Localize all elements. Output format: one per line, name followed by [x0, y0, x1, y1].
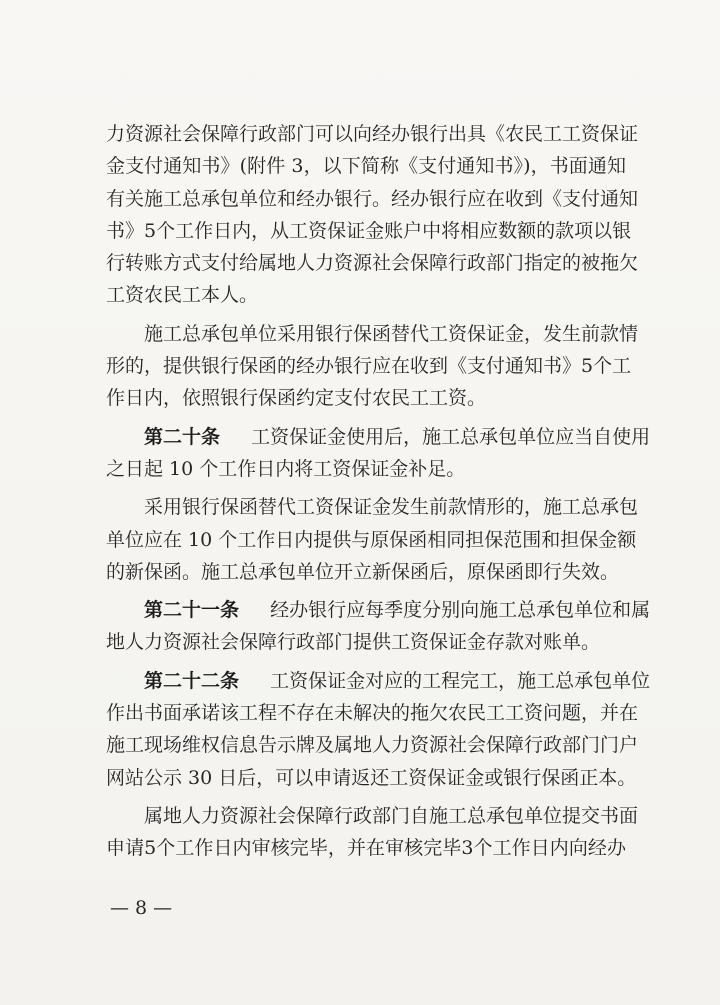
text-span: 经办银行应每季度分别向施工总承包单位和属 [270, 599, 651, 622]
text-line: 单位应在 10 个工作日内提供与原保函相同担保范围和担保金额 [106, 528, 637, 551]
text-line: 采用银行保函替代工资保证金发生前款情形的，施工总承包 [144, 496, 639, 519]
text-span: 工资保证金对应的工程完工，施工总承包单位 [270, 669, 651, 692]
text-line: 力资源社会保障行政部门可以向经办银行出具《农民工工资保证 [106, 123, 639, 145]
article-22-line [106, 665, 651, 697]
text-line: 施工总承包单位采用银行保函替代工资保证金，发生前款情 [144, 322, 639, 345]
text-line: 申请5个工作日内审核完毕，并在审核完毕3个工作日内向经办 [106, 837, 626, 860]
page-number: — 8 — [110, 897, 173, 919]
text-line: 网站公示 30 日后，可以申请返还工资保证金或银行保函正本。 [106, 766, 637, 789]
text-line: 作出书面承诺该工程不存在未解决的拖欠农民工工资问题，并在 [106, 702, 639, 725]
text-line: 有关施工总承包单位和经办银行。经办银行应在收到《支付通知 [106, 187, 639, 210]
article-21-heading: 第二十一条 [144, 599, 240, 622]
text-line: 书》5个工作日内，从工资保证金账户中将相应数额的款项以银 [106, 219, 632, 242]
text-line: 地人力资源社会保障行政部门提供工资保证金存款对账单。 [106, 631, 601, 654]
text-line: 的新保函。施工总承包单位开立新保函后，原保函即行失效。 [106, 560, 620, 583]
text-line: 金支付通知书》(附件 3，以下简称《支付通知书》)，书面通知 [106, 155, 626, 178]
text-line: 工资农民工本人。 [106, 284, 259, 307]
article-20-line [106, 421, 651, 453]
article-20-heading: 第二十条 [144, 425, 221, 448]
text-line: 作日内，依照银行保函约定支付农民工工资。 [106, 387, 487, 410]
text-line: 行转账方式支付给属地人力资源社会保障行政部门指定的被拖欠 [106, 252, 639, 275]
text-line: 施工现场维权信息告示牌及属地人力资源社会保障行政部门门户 [106, 734, 639, 757]
text-line: 属地人力资源社会保障行政部门自施工总承包单位提交书面 [144, 804, 639, 827]
text-line: 之日起 10 个工作日内将工资保证金补足。 [106, 457, 466, 480]
article-22-heading: 第二十二条 [144, 669, 240, 692]
body-text [106, 118, 651, 865]
text-span: 工资保证金使用后，施工总承包单位应当自使用 [251, 425, 651, 448]
article-21-line [106, 594, 651, 626]
text-line: 形的，提供银行保函的经办银行应在收到《支付通知书》5个工 [106, 355, 632, 378]
